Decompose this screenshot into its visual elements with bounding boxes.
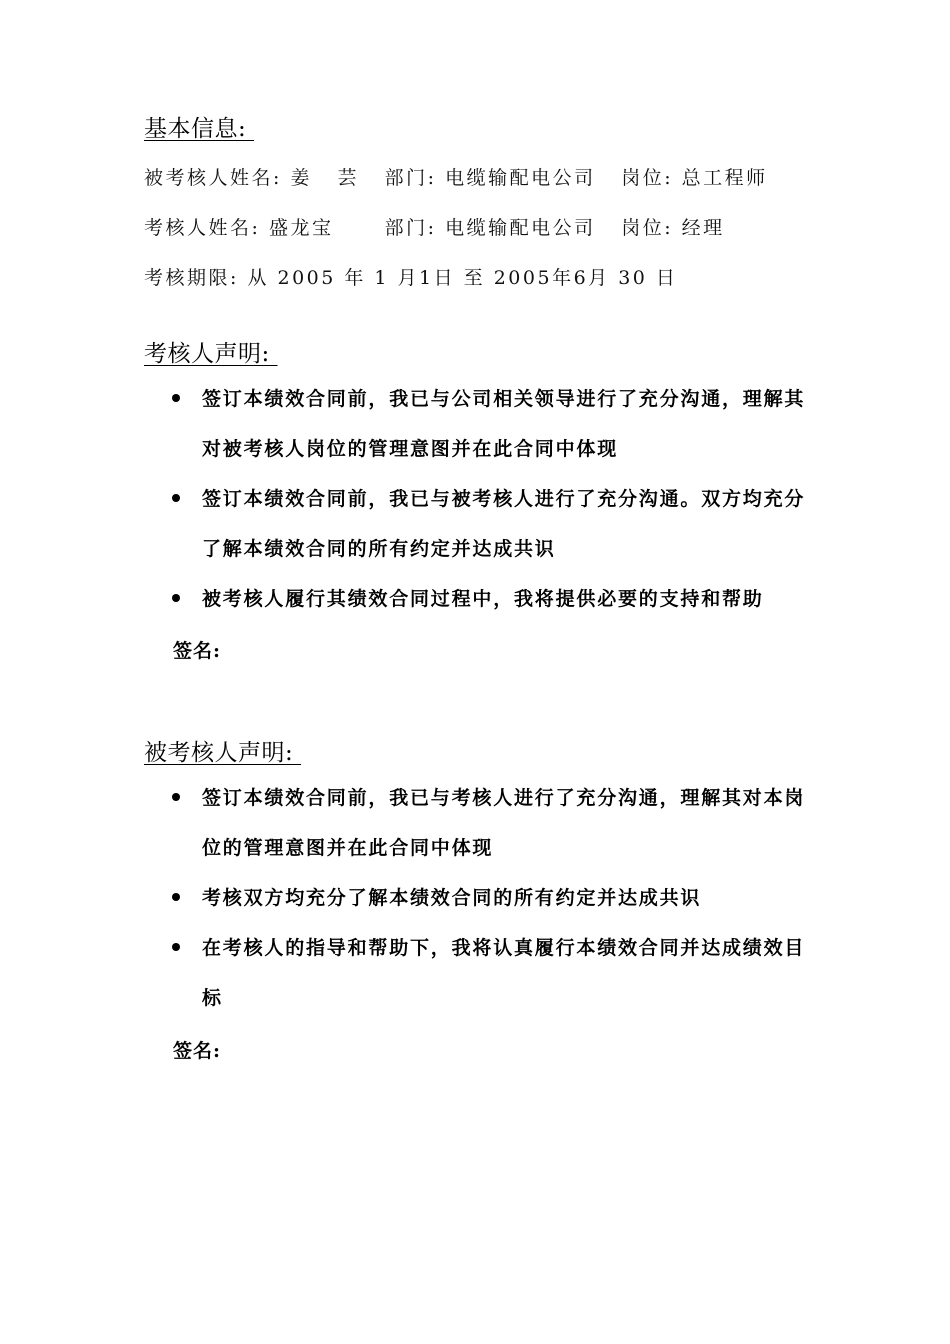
list-item — [170, 773, 820, 873]
list-item — [170, 374, 820, 474]
assessor-signature-label: 签名: — [173, 640, 222, 662]
assessor-statement-list — [170, 374, 820, 624]
bullet-icon — [172, 394, 180, 402]
assessor-statement-heading: 考核人声明: — [144, 341, 278, 367]
bullet-icon — [172, 494, 180, 502]
list-item-text: 签订本绩效合同前，我已与考核人进行了充分沟通，理解其对本岗位的管理意图并在此合同中体现 — [202, 787, 806, 859]
list-item-text: 考核双方均充分了解本绩效合同的所有约定并达成共识 — [202, 887, 702, 909]
basic-info-heading: 基本信息: — [144, 116, 255, 142]
assessor-info-line: 考核人姓名: 盛龙宝 部门: 电缆输配电公司 岗位: 经理 — [144, 217, 725, 239]
list-item-text: 签订本绩效合同前，我已与公司相关领导进行了充分沟通，理解其对被考核人岗位的管理意图并在此合同中体现 — [202, 388, 806, 460]
bullet-icon — [172, 893, 180, 901]
assessee-statement-list — [170, 773, 820, 1023]
assessee-statement-heading: 被考核人声明: — [144, 740, 302, 766]
assessment-period-line: 考核期限: 从 2005 年 1 月1日 至 2005年6月 30 日 — [144, 267, 678, 289]
list-item-text: 签订本绩效合同前，我已与被考核人进行了充分沟通。双方均充分了解本绩效合同的所有约定并达成共识 — [202, 488, 806, 560]
bullet-icon — [172, 594, 180, 602]
assessee-info-line: 被考核人姓名: 姜 芸 部门: 电缆输配电公司 岗位: 总工程师 — [144, 167, 768, 189]
list-item — [170, 873, 820, 923]
list-item — [170, 923, 820, 1023]
bullet-icon — [172, 943, 180, 951]
list-item — [170, 474, 820, 574]
list-item-text: 被考核人履行其绩效合同过程中，我将提供必要的支持和帮助 — [202, 588, 764, 610]
bullet-icon — [172, 793, 180, 801]
list-item — [170, 574, 820, 624]
list-item-text: 在考核人的指导和帮助下，我将认真履行本绩效合同并达成绩效目标 — [202, 937, 806, 1009]
assessee-signature-label: 签名: — [173, 1040, 222, 1062]
